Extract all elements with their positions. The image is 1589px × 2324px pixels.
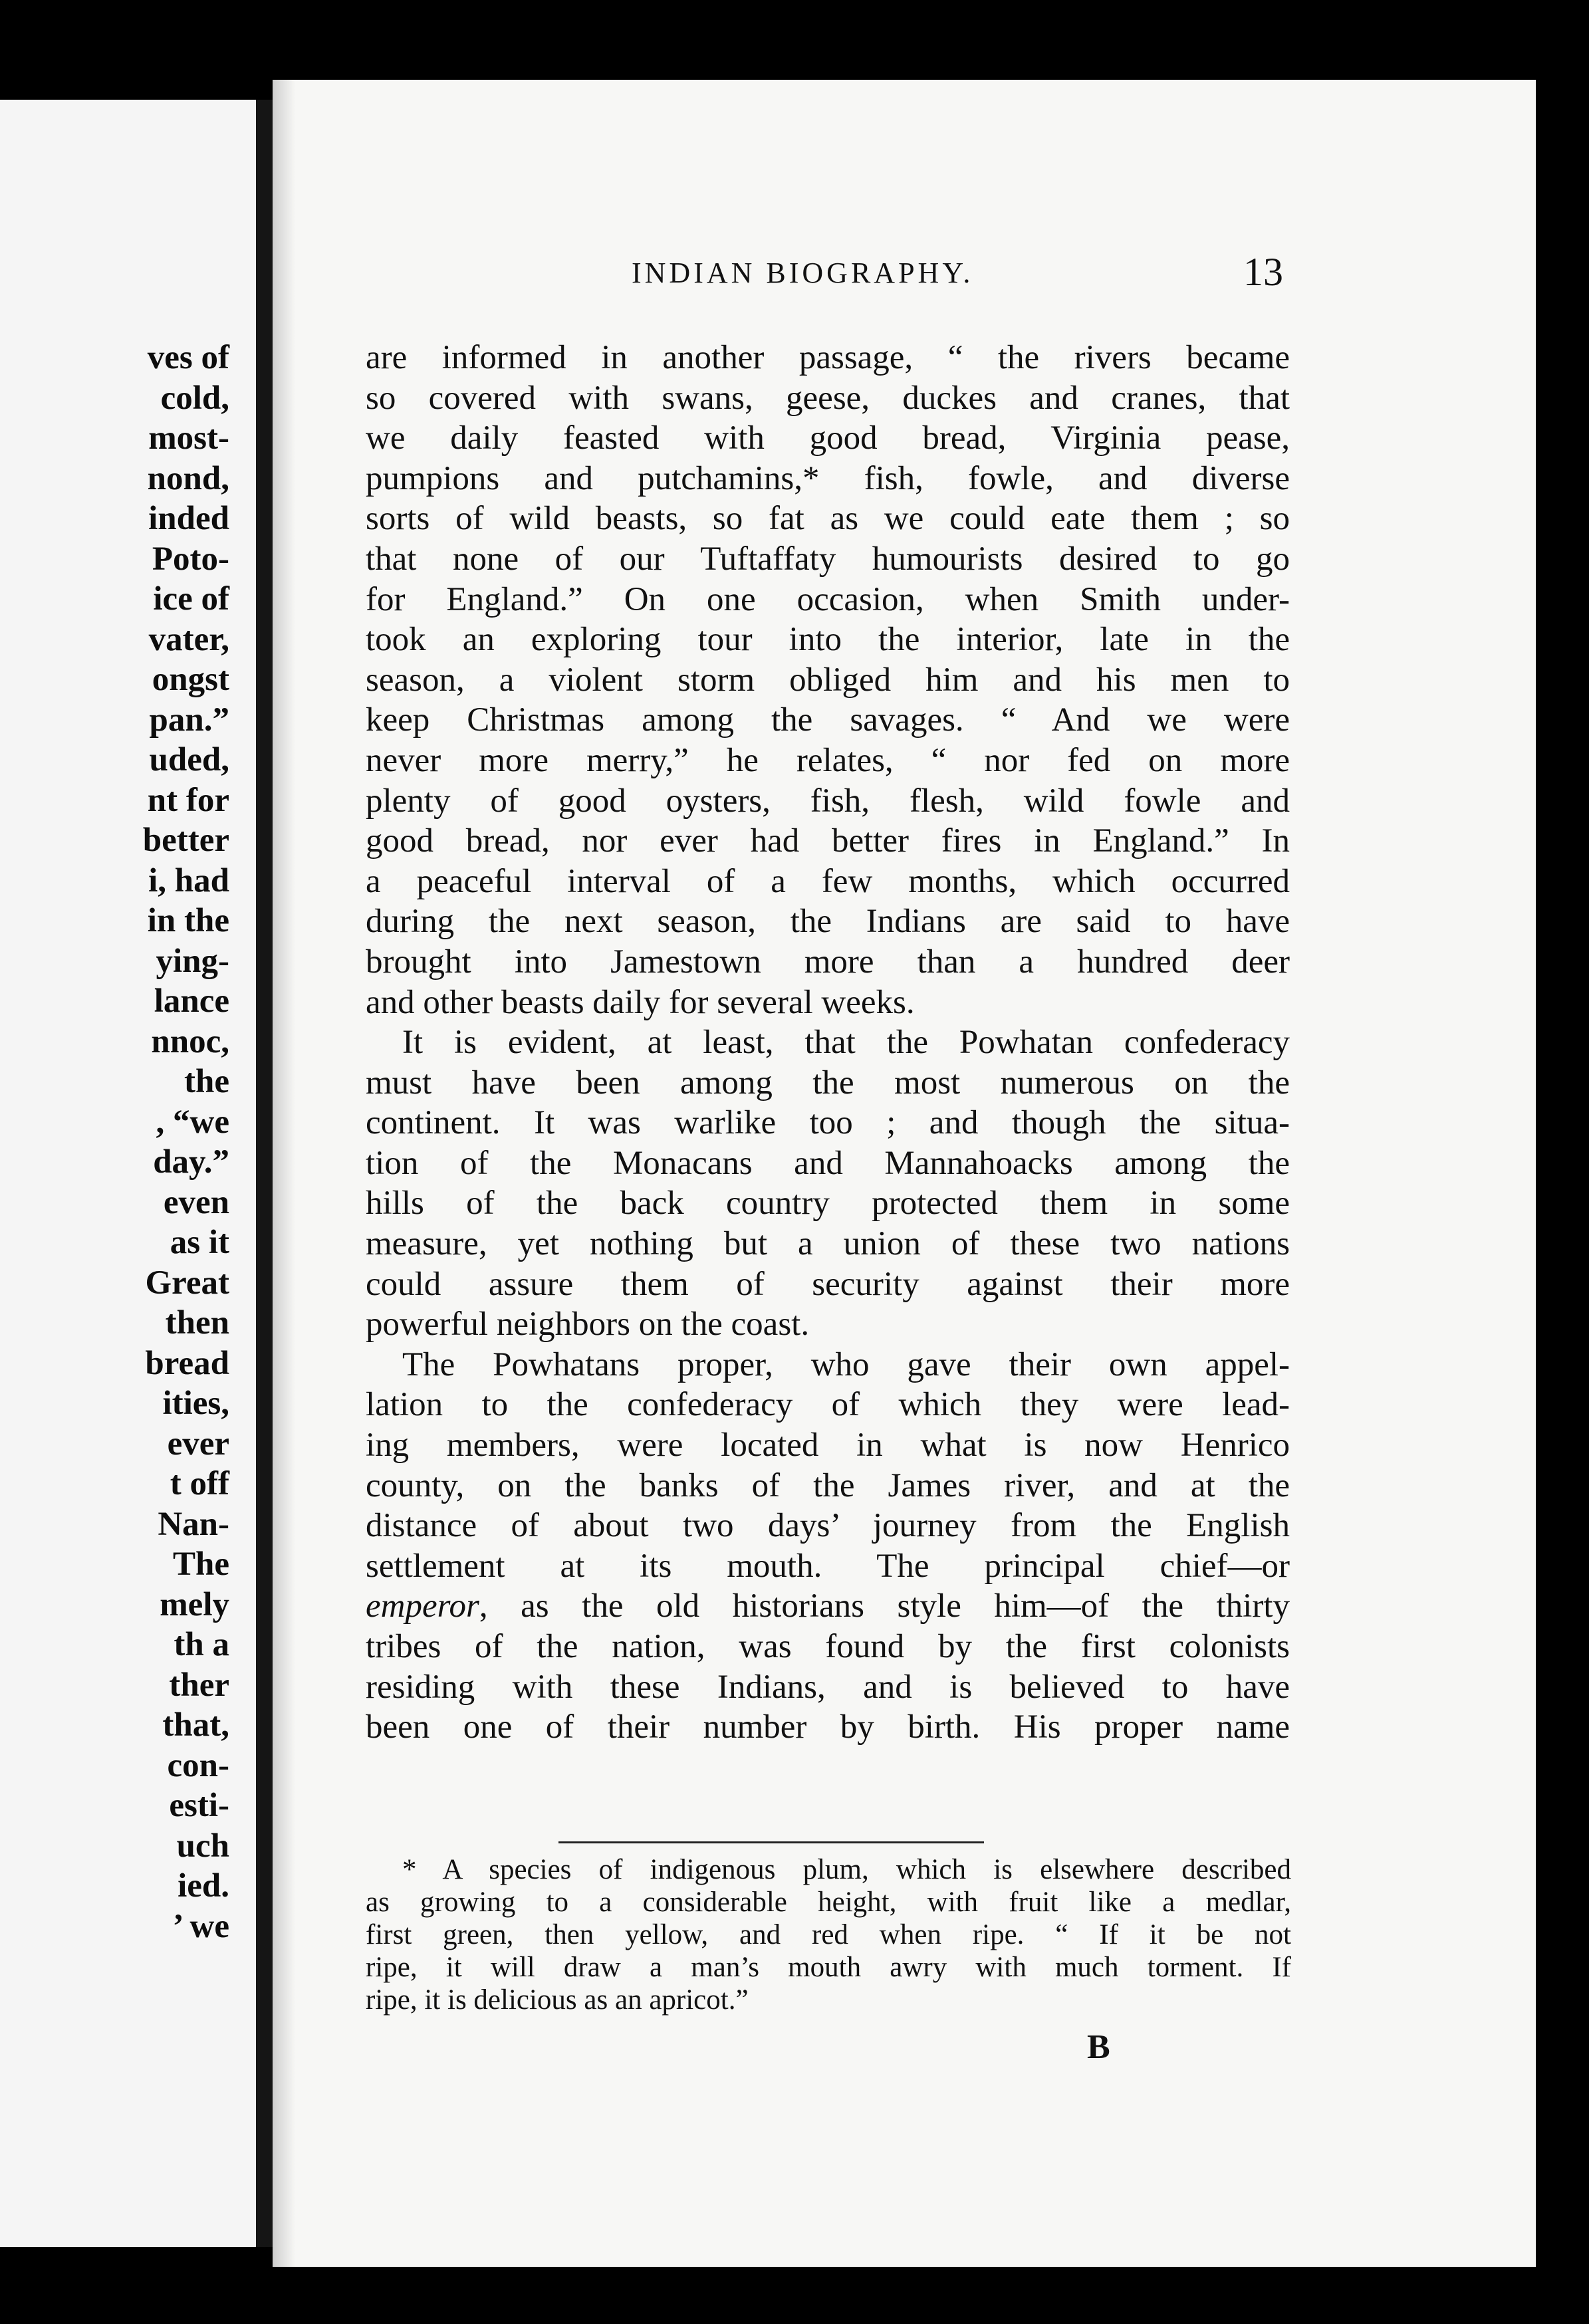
left-fragment-line: as it: [170, 1224, 229, 1261]
page-number: 13: [1243, 250, 1283, 294]
left-fragment-line: Poto-: [152, 540, 229, 578]
left-fragment-line: th a: [174, 1626, 229, 1663]
left-fragment-line: that,: [162, 1706, 229, 1744]
left-fragment-line: nnoc,: [151, 1022, 229, 1060]
left-fragment-line: better: [142, 822, 229, 859]
left-fragment-line: in the: [147, 902, 229, 939]
page-edge-shadow: [273, 80, 295, 2267]
left-fragment-line: ying-: [156, 942, 229, 980]
left-fragment-line: inded: [148, 500, 229, 537]
left-fragment-line: , “we: [156, 1103, 229, 1141]
left-fragment-line: ever: [167, 1425, 229, 1462]
text-line: took an exploring tour into the interior, late in the: [366, 621, 1290, 659]
left-fragment-line: the: [184, 1063, 229, 1100]
text-line: residing with these Indians, and is believed to have: [366, 1668, 1290, 1706]
left-fragment-line: Great: [145, 1264, 229, 1302]
left-fragment-line: mely: [160, 1585, 229, 1623]
text-line: brought into Jamestown more than a hundred deer: [366, 943, 1290, 981]
text-line: and other beasts daily for several weeks.: [366, 983, 915, 1021]
left-fragment-line: ongst: [152, 661, 229, 698]
left-fragment-line: The: [172, 1546, 229, 1583]
text-line: pumpions and putchamins,* fish, fowle, and diverse: [366, 459, 1290, 497]
text-line: first green, then yellow, and red when ripe. “ If it be not: [366, 1919, 1291, 1950]
left-fragment-line: ice of: [153, 580, 229, 618]
left-fragment-line: ther: [169, 1666, 229, 1704]
text-line: settlement at its mouth. The principal chief—or: [366, 1547, 1290, 1585]
left-fragment-line: ied.: [178, 1867, 229, 1905]
text-line: continent. It was warlike too ; and though the situa-: [366, 1104, 1290, 1142]
text-line: ripe, it will draw a man’s mouth awry with much torment. If: [366, 1952, 1291, 1983]
text-line: powerful neighbors on the coast.: [366, 1306, 810, 1343]
text-line: keep Christmas among the savages. “ And we were: [366, 701, 1290, 739]
text-line: a peaceful interval of a few months, which occurred: [366, 862, 1290, 900]
left-fragment-line: con-: [167, 1746, 229, 1784]
text-line: plenty of good oysters, fish, flesh, wild fowle and: [366, 782, 1290, 820]
text-line: tribes of the nation, was found by the first colonists: [366, 1628, 1290, 1665]
text-line: we daily feasted with good bread, Virginia pease,: [366, 419, 1290, 457]
left-fragment-line: most-: [148, 419, 229, 457]
text-line: measure, yet nothing but a union of these two nations: [366, 1225, 1290, 1263]
footnote-rule: [558, 1841, 984, 1843]
left-fragment-line: nt for: [147, 781, 229, 819]
left-fragment-line: ves of: [147, 339, 229, 376]
signature-mark: B: [1087, 2028, 1110, 2066]
text-line: season, a violent storm obliged him and his men to: [366, 661, 1290, 699]
text-line: so covered with swans, geese, duckes and cranes, that: [366, 379, 1290, 417]
left-fragment-line: ’ we: [172, 1907, 229, 1945]
left-fragment-line: uded,: [149, 741, 229, 778]
left-fragment-line: pan.”: [149, 701, 229, 739]
text-line: for England.” On one occasion, when Smith under-: [366, 580, 1290, 618]
text-line: must have been among the most numerous on the: [366, 1064, 1290, 1102]
left-page-strip: [0, 100, 256, 2247]
italic-word: emperor: [366, 1587, 479, 1625]
text-line: tion of the Monacans and Mannahoacks among the: [366, 1144, 1290, 1182]
text-line: never more merry,” he relates, “ nor fed on more: [366, 741, 1290, 779]
text-line: county, on the banks of the James river, and at the: [366, 1466, 1290, 1504]
left-fragment-line: uch: [176, 1827, 229, 1865]
text-line: good bread, nor ever had better fires in England.” In: [366, 822, 1290, 860]
left-fragment-line: ities,: [162, 1385, 229, 1422]
text-line: lation to the confederacy of which they were lead-: [366, 1386, 1290, 1424]
text-line: * A species of indigenous plum, which is elsewhere described: [402, 1854, 1291, 1885]
text-line: ripe, it is delicious as an apricot.”: [366, 1984, 749, 2016]
left-page-fragments: [143, 338, 229, 1946]
text-line: It is evident, at least, that the Powhatan confederacy: [402, 1024, 1290, 1062]
left-fragment-line: bread: [145, 1344, 229, 1382]
left-fragment-line: even: [163, 1183, 229, 1221]
text-line: sorts of wild beasts, so fat as we could eate them ; so: [366, 500, 1290, 538]
left-fragment-line: day.”: [153, 1143, 229, 1181]
text-line: as growing to a considerable height, with fruit like a medlar,: [366, 1887, 1291, 1918]
text-line: The Powhatans proper, who gave their own appel-: [402, 1345, 1290, 1383]
text-line: hills of the back country protected them in some: [366, 1185, 1290, 1222]
left-fragment-line: esti-: [169, 1787, 229, 1824]
text-line: distance of about two days’ journey from the English: [366, 1507, 1290, 1545]
text-line: ing members, were located in what is now Henrico: [366, 1427, 1290, 1464]
text-line: could assure them of security against their more: [366, 1265, 1290, 1303]
text-line: that none of our Tuftaffaty humourists desired to go: [366, 540, 1290, 578]
text-line: during the next season, the Indians are said to have: [366, 903, 1290, 941]
left-fragment-line: lance: [154, 983, 229, 1020]
text-line: been one of their number by birth. His proper name: [366, 1708, 1290, 1746]
left-fragment-line: then: [165, 1304, 229, 1341]
running-head: INDIAN BIOGRAPHY.: [632, 257, 974, 289]
main-page: [273, 80, 1536, 2267]
left-fragment-line: cold,: [160, 379, 229, 417]
footnote: [366, 1853, 1291, 2016]
left-fragment-line: i, had: [148, 862, 229, 899]
text-line: emperor, as the old historians style him—of the thirty: [366, 1587, 1290, 1625]
text-line: are informed in another passage, “ the rivers became: [366, 339, 1290, 376]
left-fragment-line: t off: [170, 1465, 229, 1502]
left-fragment-line: nond,: [147, 459, 229, 497]
book-gutter: [256, 100, 273, 2247]
left-fragment-line: Nan-: [158, 1505, 229, 1543]
body-text: [366, 338, 1290, 1748]
left-fragment-line: vater,: [148, 620, 229, 658]
